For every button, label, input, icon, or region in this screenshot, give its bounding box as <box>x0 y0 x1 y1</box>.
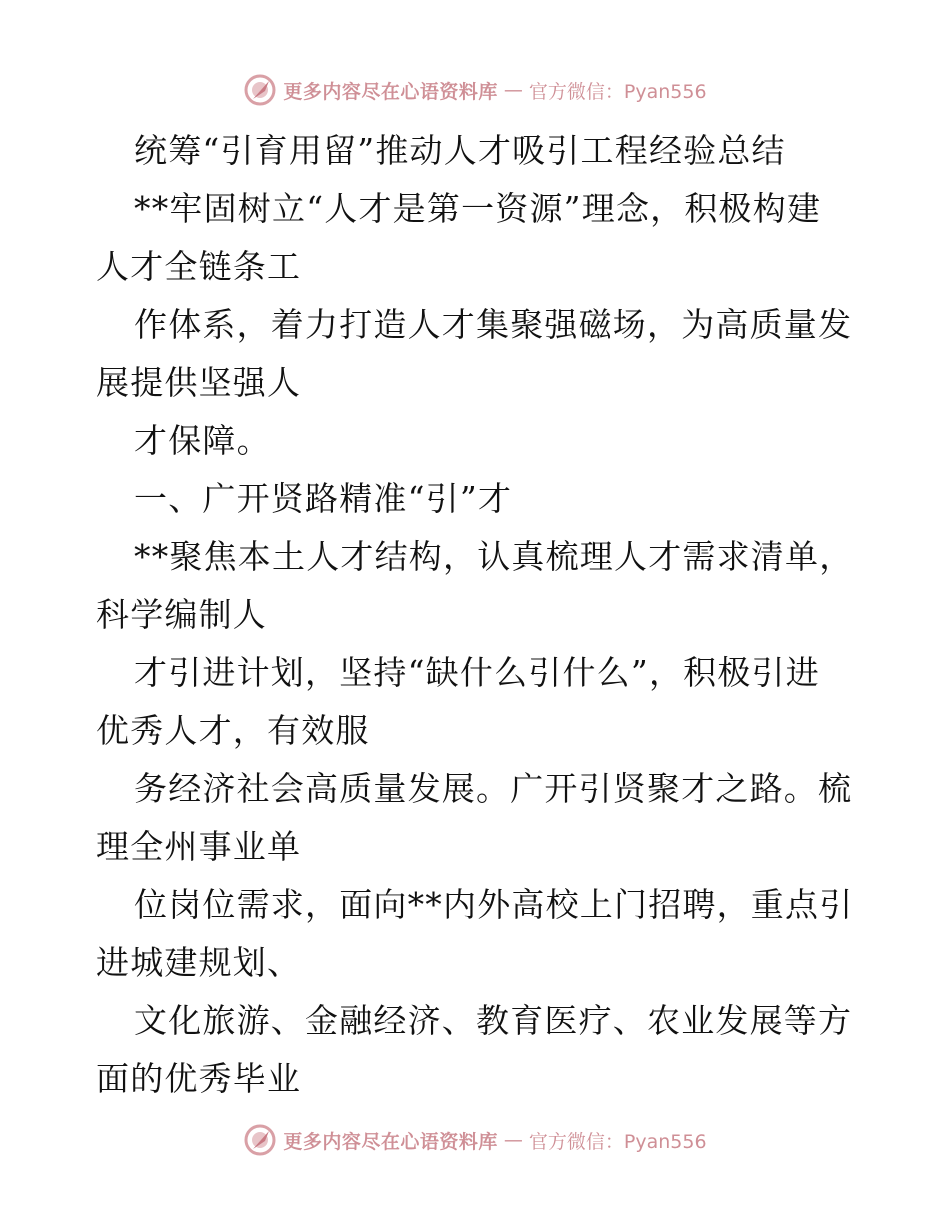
text-line: 面的优秀毕业 <box>96 1059 302 1098</box>
feather-logo-icon <box>243 1123 277 1157</box>
text-line: 才引进计划，坚持“缺什么引什么”，积极引进 <box>134 653 820 692</box>
text-line: 作体系，着力打造人才集聚强磁场，为高质量发 <box>134 305 853 344</box>
text-line: 一、广开贤路精准“引”才 <box>134 479 513 518</box>
watermark-dash: — <box>503 1129 523 1151</box>
text-line: 才保障。 <box>134 421 271 460</box>
text-line: 文化旅游、金融经济、教育医疗、农业发展等方 <box>134 1001 853 1040</box>
watermark-footer <box>0 1120 950 1160</box>
feather-logo-icon <box>243 73 277 107</box>
watermark-dash: — <box>503 79 523 101</box>
text-line: 人才全链条工 <box>96 247 302 286</box>
text-line: 统筹“引育用留”推动人才吸引工程经验总结 <box>134 131 786 170</box>
text-line: **牢固树立“人才是第一资源”理念，积极构建 <box>134 189 822 228</box>
text-line: 进城建规划、 <box>96 943 302 982</box>
document-body <box>96 122 856 1108</box>
text-line: 务经济社会高质量发展。广开引贤聚才之路。梳 <box>134 769 853 808</box>
watermark-text: 更多内容尽在心语资料库 <box>283 1130 498 1153</box>
watermark-header <box>0 70 950 110</box>
watermark-contact: 官方微信：Pyan556 <box>528 1130 707 1153</box>
text-line: 理全州事业单 <box>96 827 302 866</box>
text-line: **聚焦本土人才结构，认真梳理人才需求清单， <box>134 537 854 576</box>
text-line: 科学编制人 <box>96 595 267 634</box>
text-line: 展提供坚强人 <box>96 363 302 402</box>
watermark-text: 更多内容尽在心语资料库 <box>283 80 498 103</box>
text-line: 位岗位需求，面向**内外高校上门招聘，重点引 <box>134 885 854 924</box>
text-line: 优秀人才，有效服 <box>96 711 370 750</box>
watermark-contact: 官方微信：Pyan556 <box>528 80 707 103</box>
